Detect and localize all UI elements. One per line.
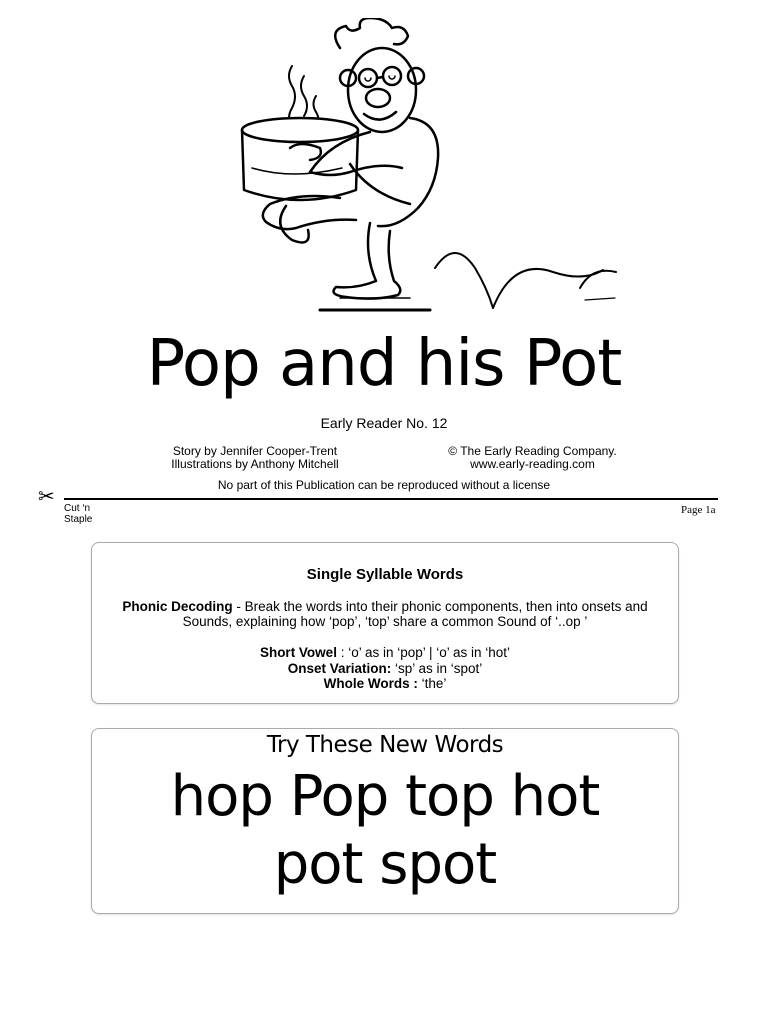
illustration-credit: Illustrations by Anthony Mitchell	[171, 457, 339, 471]
rule-text: : ‘o’ as in ‘pop’ | ‘o’ as in ‘hot’	[336, 645, 511, 660]
story-credit: Story by Jennifer Cooper-Trent	[172, 444, 338, 458]
cut-line-divider	[64, 498, 718, 500]
phonics-rules	[92, 645, 678, 692]
rule-text: ‘sp’ as in ‘spot’	[391, 660, 483, 676]
rule-whole-words	[92, 676, 678, 692]
new-words-list	[92, 763, 678, 899]
notes-heading: Single Syllable Words	[306, 566, 464, 583]
rule-label: Short Vowel	[259, 645, 337, 660]
cut-label-line-1: Cut ‘n	[64, 503, 91, 514]
rule-text: ‘the’	[417, 676, 447, 691]
rule-short-vowel	[92, 645, 678, 661]
words-line-2: pot spot	[273, 832, 497, 897]
rule-label: Whole Words :	[323, 676, 418, 691]
phonic-decoding-paragraph	[106, 599, 664, 629]
page-number: Page 1a	[681, 504, 716, 516]
copyright-line: © The Early Reading Company.	[448, 444, 617, 458]
scissors-icon: ✂	[38, 486, 55, 508]
author-credits	[150, 445, 360, 471]
rule-label: Onset Variation:	[287, 660, 392, 676]
teaching-notes-panel	[91, 542, 679, 704]
rule-onset-variation	[92, 661, 678, 677]
cover-illustration	[230, 18, 630, 318]
publisher-credits	[420, 445, 645, 471]
new-words-heading: Try These New Words	[266, 732, 504, 758]
cut-staple-label	[64, 503, 92, 525]
words-line-1: hop Pop top hot	[170, 764, 600, 829]
cut-label-line-2: Staple	[64, 514, 93, 525]
book-title: Pop and his Pot	[146, 327, 622, 401]
series-label: Early Reader No. 12	[320, 415, 448, 431]
new-words-panel	[91, 728, 679, 914]
publisher-website: www.early-reading.com	[470, 457, 595, 471]
phonic-label: Phonic Decoding	[122, 599, 233, 614]
phonic-text: - Break the words into their phonic components, then into onsets and Sounds, explaining how ‘pop’, ‘top’ share a common Sound of ‘..op ’	[182, 599, 648, 629]
license-notice: No part of this Publication can be reproduced without a license	[217, 478, 551, 492]
